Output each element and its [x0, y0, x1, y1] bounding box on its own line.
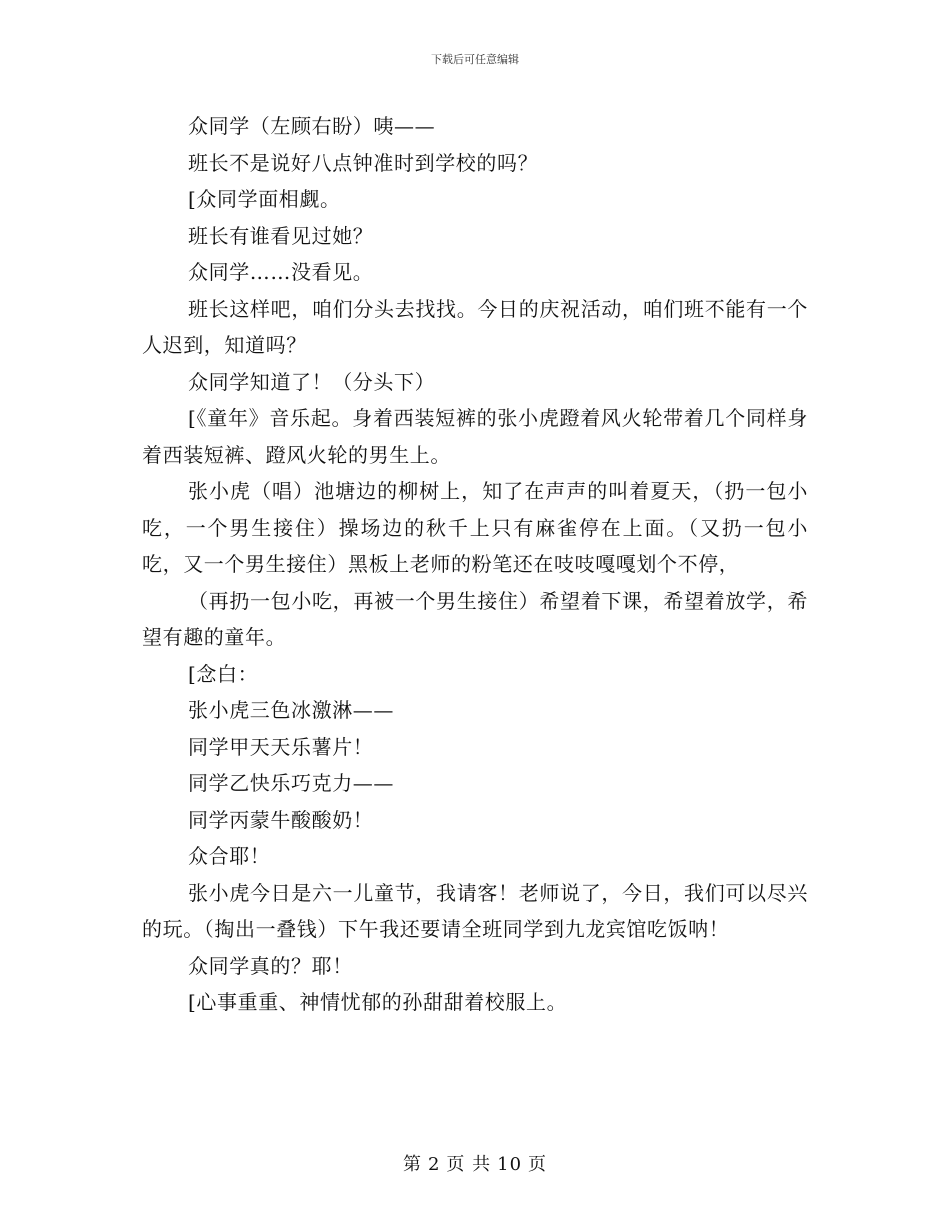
paragraph: 众同学……没看见。 — [188, 260, 374, 284]
page-footer — [0, 1153, 950, 1177]
paragraph: 张小虎三色冰激淋—— — [188, 698, 394, 722]
page-total: 10 — [497, 1154, 523, 1175]
paragraph: 众同学真的？耶！ — [188, 953, 353, 978]
paragraph: [心事重重、神情忧郁的孙甜甜着校服上。 — [188, 990, 568, 1014]
document-body — [142, 108, 808, 1021]
paragraph: 张小虎今日是六一儿童节，我请客！老师说了，今日，我们可以尽兴的玩。（掏出一叠钱）下午我还要请全班同学到九龙宾馆吃饭呐！ — [142, 880, 808, 941]
paragraph: 同学乙快乐巧克力—— — [188, 771, 394, 795]
paragraph: 张小虎（唱）池塘边的柳树上，知了在声声的叫着夏天，（扔一包小吃，一个男生接住）操场边的秋千上只有麻雀停在上面。（又扔一包小吃，又一个男生接住）黑板上老师的粉笔还在吱吱嘎嘎划个不停， — [142, 479, 808, 576]
page-suffix: 页 — [528, 1154, 548, 1175]
page-number: 2 — [427, 1154, 441, 1175]
paragraph: 同学丙蒙牛酸酸奶！ — [188, 807, 374, 832]
page-prefix: 第 — [402, 1154, 422, 1175]
page-header: 下载后可任意编辑 — [431, 53, 519, 66]
paragraph: 班长有谁看见过她？ — [188, 223, 374, 248]
paragraph: [念白： — [188, 661, 259, 686]
page-mid: 页 共 — [446, 1154, 492, 1175]
paragraph: 班长这样吧，咱们分头去找找。今日的庆祝活动，咱们班不能有一个人迟到，知道吗？ — [142, 296, 808, 357]
paragraph: 众同学知道了！（分头下） — [188, 369, 436, 394]
paragraph: [众同学面相觑。 — [188, 187, 341, 211]
paragraph: 班长不是说好八点钟准时到学校的吗？ — [188, 150, 539, 175]
paragraph: （再扔一包小吃，再被一个男生接住）希望着下课，希望着放学，希望有趣的童年。 — [142, 588, 808, 649]
paragraph: [《童年》音乐起。身着西装短裤的张小虎蹬着风火轮带着几个同样身着西装短裤、蹬风火轮的男生上。 — [142, 406, 808, 467]
paragraph: 众合耶！ — [188, 844, 271, 868]
paragraph: 同学甲天天乐薯片！ — [188, 734, 374, 759]
paragraph: 众同学（左顾右盼）咦—— — [188, 114, 436, 138]
